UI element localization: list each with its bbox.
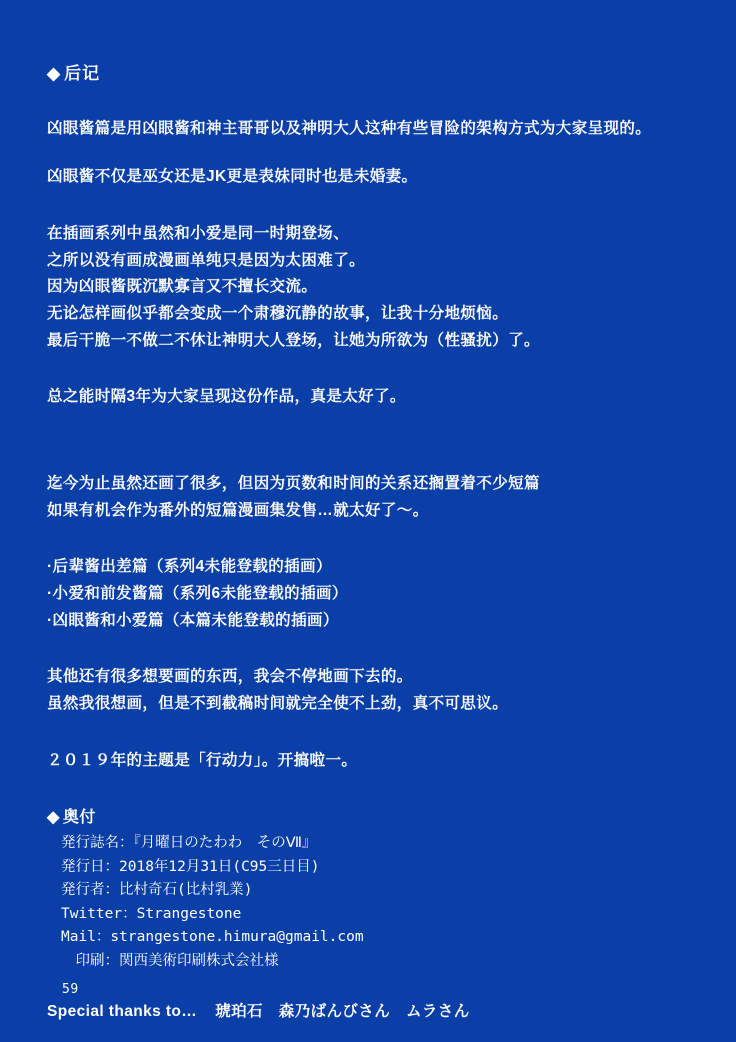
colophon-heading-text: 奥付	[62, 809, 96, 827]
afterword-paragraph-2: 凶眼酱不仅是巫女还是JK更是表妹同时也是未婚妻。	[47, 168, 418, 186]
afterword-block-6	[47, 748, 707, 775]
afterword-block2-line-3: 因为凶眼酱既沉默寡言又不擅长交流。	[47, 278, 318, 296]
colophon-line-printing: 印刷：関西美術印刷株式会社様	[61, 952, 279, 969]
list-item: ·后辈酱出差篇（系列4未能登载的插画）	[47, 558, 332, 576]
colophon-heading	[47, 804, 707, 827]
spacer	[47, 213, 707, 221]
spacer	[47, 457, 707, 471]
special-thanks-names: 琥珀石 森乃ばんびさん ムラさん	[215, 1003, 470, 1021]
special-thanks	[47, 999, 707, 1021]
special-thanks-label: Special thanks to…	[47, 1003, 198, 1021]
afterword-block-2	[47, 221, 707, 354]
list-item: ·小爱和前发酱篇（系列6未能登载的插画）	[47, 585, 348, 603]
spacer	[47, 740, 707, 748]
afterword-block6-line-1: ２０１９年的主题是「行动力」。开搞啦一。	[47, 751, 358, 769]
afterword-block-3	[47, 384, 707, 411]
afterword-block-5	[47, 664, 707, 717]
colophon-line-twitter: Twitter：Strangestone	[61, 905, 242, 922]
colophon-line-date: 発行日：2018年12月31日(C95三日目)	[61, 858, 320, 875]
diamond-icon: ◆	[47, 809, 60, 827]
afterword-block4-line-1: 迄今为止虽然还画了很多，但因为页数和时间的关系还搁置着不少短篇	[47, 475, 540, 493]
colophon-line-mail: Mail：strangestone.himura@gmail.com	[61, 929, 364, 946]
afterword-block2-line-4: 无论怎样画似乎都会变成一个肃穆沉静的故事，让我十分地烦恼。	[47, 305, 509, 323]
page-number: 59	[62, 982, 79, 997]
colophon-line-publication: 発行誌名：『月曜日のたわわ そのⅦ』	[61, 835, 317, 852]
spacer	[47, 433, 707, 457]
afterword-paragraph-1: 凶眼酱篇是用凶眼酱和神主哥哥以及神明大人这种有些冒险的架构方式为大家呈现的。	[47, 119, 652, 137]
afterword-block2-line-2: 之所以没有画成漫画单纯只是因为太困难了。	[47, 251, 366, 269]
afterword-block3-line-1: 总之能时隔3年为大家呈现这份作品，真是太好了。	[47, 388, 406, 406]
afterword-list	[47, 554, 707, 634]
afterword-heading-text: 后记	[64, 64, 101, 83]
list-item: ·凶眼酱和小爱篇（本篇未能登载的插画）	[47, 611, 339, 629]
spacer	[47, 656, 707, 664]
afterword-block-4	[47, 471, 707, 524]
colophon-line-publisher: 発行者：比村奇石(比村乳業)	[61, 882, 253, 899]
afterword-block5-line-2: 虽然我很想画，但是不到截稿时间就完全使不上劲，真不可思议。	[47, 694, 509, 712]
document-content	[47, 62, 707, 1021]
spacer	[47, 376, 707, 384]
afterword-block2-line-5: 最后干脆一不做二不休让神明大人登场，让她为所欲为（性骚扰）了。	[47, 331, 540, 349]
diamond-icon: ◆	[47, 64, 62, 83]
afterword-heading	[47, 62, 707, 86]
colophon-section	[47, 804, 707, 973]
afterword-block4-line-2: 如果有机会作为番外的短篇漫画集发售…就太好了～。	[47, 501, 429, 519]
afterword-block5-line-1: 其他还有很多想要画的东西，我会不停地画下去的。	[47, 668, 413, 686]
afterword-block2-line-1: 在插画系列中虽然和小爱是同一时期登场、	[47, 225, 350, 243]
spacer	[47, 546, 707, 554]
